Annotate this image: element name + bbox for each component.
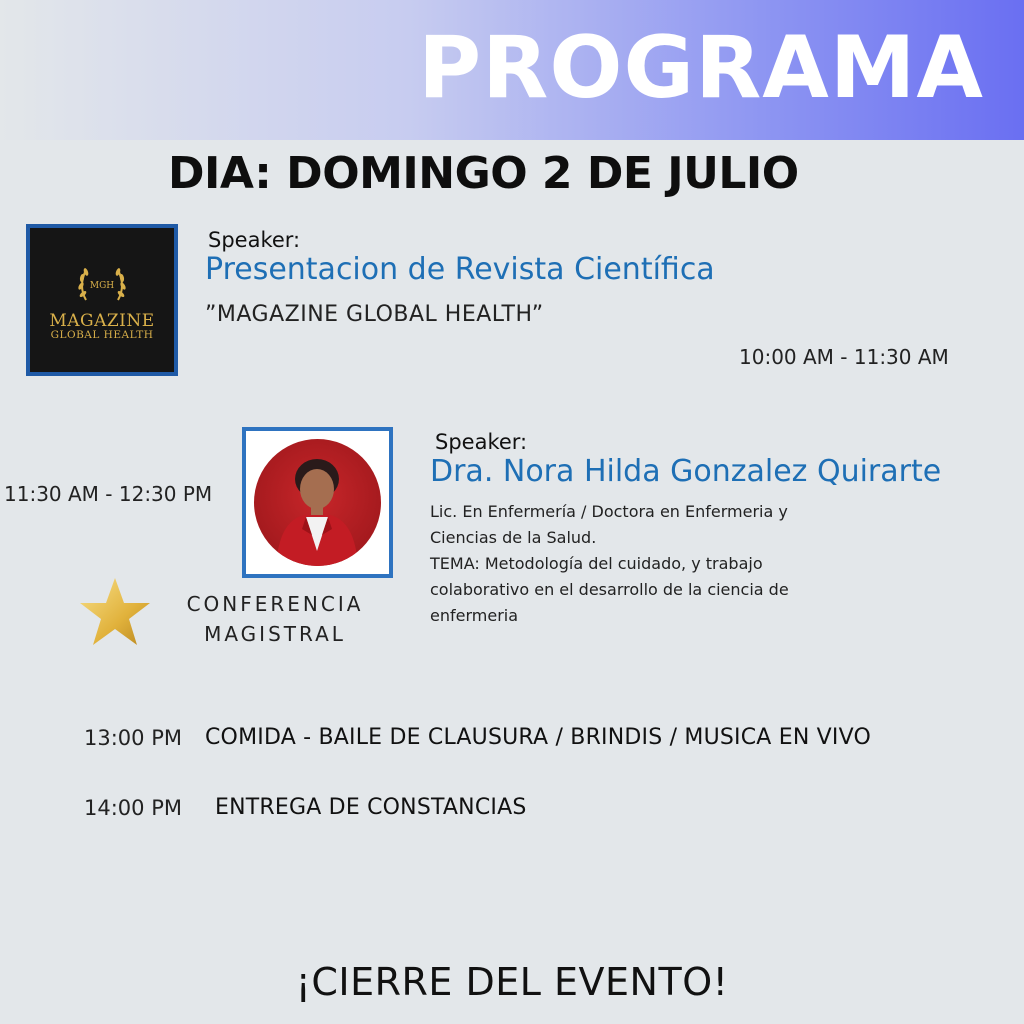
session-2-time: 11:30 AM - 12:30 PM [4,482,213,506]
speaker-description [430,499,890,629]
speaker-label-1: Speaker: [208,228,301,252]
description-line: Ciencias de la Salud. [430,528,597,547]
session-1-time: 10:00 AM - 11:30 AM [739,345,949,369]
agenda-activity-2: ENTREGA DE CONSTANCIAS [215,795,527,820]
speaker-photo-frame [242,427,393,578]
day-title: DIA: DOMINGO 2 DE JULIO [168,148,799,199]
person-portrait-icon [254,439,381,566]
description-line: TEMA: Metodología del cuidado, y trabajo [430,554,763,573]
page-title: PROGRAMA [418,18,984,118]
description-line: colaborativo en el desarrollo de la ciencia de [430,580,789,599]
session-1-title: Presentacion de Revista Científica [205,252,715,287]
speaker-name: Dra. Nora Hilda Gonzalez Quirarte [430,454,942,489]
laurel-wreath-icon [30,228,174,372]
closing-text: ¡CIERRE DEL EVENTO! [295,960,729,1004]
agenda-time-2: 14:00 PM [84,796,182,820]
logo-text-line1: MAGAZINE [49,311,155,331]
description-line: enfermeria [430,606,519,625]
magazine-logo [26,224,178,376]
agenda-time-1: 13:00 PM [84,726,182,750]
star-icon [78,576,152,648]
logo-monogram: MGH [89,281,115,291]
conference-label-line2: MAGISTRAL [204,622,346,646]
agenda-activity-1: COMIDA - BAILE DE CLAUSURA / BRINDIS / MUSICA EN VIVO [205,725,872,750]
logo-text-line2: GLOBAL HEALTH [50,329,154,341]
conference-label-line1: CONFERENCIA [186,592,364,616]
session-1-subtitle: ”MAGAZINE GLOBAL HEALTH” [205,302,544,327]
speaker-label-2: Speaker: [435,430,528,454]
description-line: Lic. En Enfermería / Doctora en Enfermeria y [430,502,788,521]
speaker-photo [254,439,381,566]
